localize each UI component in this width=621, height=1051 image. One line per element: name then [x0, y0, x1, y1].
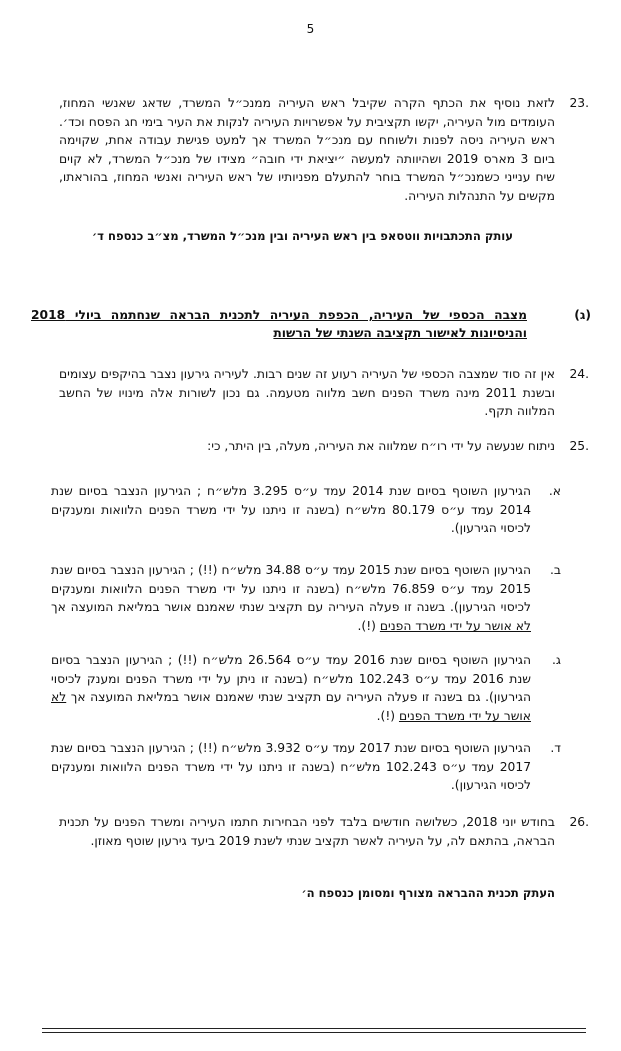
sub-item-text: הגירעון השוטף בסיום שנת 2016 עמד ע״ס 26.564 מלש״ח (!!) ; הגירעון הנצבר בסיום שנת 2016 עמד ע״ס 102.243 מלש״ח (בשנה זו ניתן על ידי משרד הפנים ומענק לכיסוי הגירעון). גם בשנה זו פעלה העיריה עם תקציב שנתי שאמנם אושר במליאת המועצה אך — [51, 653, 531, 705]
underlined-emphasis: לא אושר על ידי משרד הפנים — [51, 690, 531, 723]
paragraph-text: בחודש יוני 2018, כשלושה חודשים בלבד לפני הבחירות חתמו העיריה ומשרד הפנים על תכנית הבראה, בהתאם לה, על העיריה לאשר תקציב שנתי לשנת 2019 ביעד גירעון שוטף מאוזן. — [59, 815, 555, 848]
appendix-d-note: עותק התכתבויות ווטסאפ בין ראש העיריה ובין מנכ״ל המשרד, מצ״ב כנספח ד׳ — [92, 229, 513, 243]
sub-item-tail: (!). — [357, 618, 380, 633]
paragraph-text: אין זה סוד שמצבה הכספי של העיריה רעוע זה שנים רבות. לעיריה גירעון נצבר בהיקפים עצומים ובשנת 2011 מינה משרד הפנים חשב מלווה מטעמה. גם נכון לשורות אלה מינויו של החשב המלווה תקף. — [59, 367, 555, 419]
sub-item-text: הגירעון השוטף בסיום שנת 2015 עמד ע״ס 34.88 מלש״ח (!!) ; הגירעון הנצבר בסיום שנת 2015 עמד ע״ס 76.859 מלש״ח (בשנה זו ניתנו על ידי משרד הפנים הלוואות ומענקים לכיסוי הגירעון). בשנה זו פעלה העיריה עם תקציב שנתי שאמנם אושר במליאת המועצה אך — [51, 563, 532, 615]
paragraph-text: ניתוח שנעשה על ידי רו״ח שמלווה את העיריה, מעלה, בין היתר, כי: — [207, 439, 555, 453]
paragraph-number: 26. — [569, 815, 589, 829]
sub-item-letter: ב. — [549, 563, 561, 577]
paragraph-24 — [59, 365, 589, 421]
paragraph-26 — [59, 813, 589, 850]
paragraph-number: 25. — [569, 439, 589, 453]
sub-item-text: הגירעון השוטף בסיום שנת 2017 עמד ע״ס 3.932 מלש״ח (!!) ; הגירעון הנצבר בסיום שנת 2017 עמד ע״ס 102.243 מלש״ח (בשנה זו ניתנו על ידי משרד הפנים הלוואות ומענקים לכיסוי הגירעון). — [51, 741, 532, 793]
page-number: 5 — [306, 22, 315, 36]
sub-item-tail: (!). — [376, 708, 399, 723]
sub-item-d — [51, 739, 561, 795]
sub-item-c — [51, 651, 561, 725]
sub-item-letter: א. — [548, 484, 561, 498]
section-label: (ג) — [574, 308, 591, 322]
sub-item-letter: ד. — [550, 741, 561, 755]
paragraph-text: לזאת נוסיף את הכתף הקרה שקיבל ראש העיריה ממנכ״ל המשרד, שדאג שאנשי המחוז, העומדים מול העיריה, יקשו תקציבית על אפשרויות העיריה לנקות את העיר בימי חג הפסח וכד׳. ראש העיריה ניסה לפנות ולשוחח עם מנכ״ל המשרד אך למעט פגישת עבודה אחת, שקוימה ביום 3 מארס 2019 ושהיוותה למעשה ״יציאת ידי חובה״ מצידו של מנכ״ל המשרד, לא קוים שיח ענייני כשמנכ״ל המשרד בוחר להתעלם מפניותיו של ראש העיריה ואנשי המחוז, בהוראתו, מקשים על התנהלות העיריה. — [59, 96, 556, 203]
paragraph-23 — [59, 94, 589, 206]
appendix-e-note: העתק תכנית ההבראה מצורף ומסומן כנספח ה׳ — [301, 886, 555, 900]
sub-item-b — [51, 561, 561, 635]
paragraph-25 — [59, 437, 589, 456]
section-heading-g — [31, 306, 591, 342]
section-title: מצבה הכספי של העיריה, הכפפת העיריה לתכנית הבראה שנחתמה ביולי 2018 והניסיונות לאישור תקציבה השנתי של הרשות — [31, 308, 527, 340]
underlined-emphasis: לא אושר על ידי משרד הפנים — [379, 618, 531, 633]
sub-item-letter: ג. — [552, 653, 561, 667]
paragraph-number: 23. — [569, 96, 589, 110]
sub-item-a — [51, 482, 561, 538]
paragraph-number: 24. — [569, 367, 589, 381]
sub-item-text: הגירעון השוטף בסיום שנת 2014 עמד ע״ס 3.295 מלש״ח ; הגירעון הנצבר בסיום שנת 2014 עמד ע״ס 80.179 מלש״ח (בשנה זו ניתנו על ידי משרד הפנים הלוואות ומענקים לכיסוי הגירעון). — [51, 484, 532, 536]
footer-divider — [42, 1028, 586, 1033]
